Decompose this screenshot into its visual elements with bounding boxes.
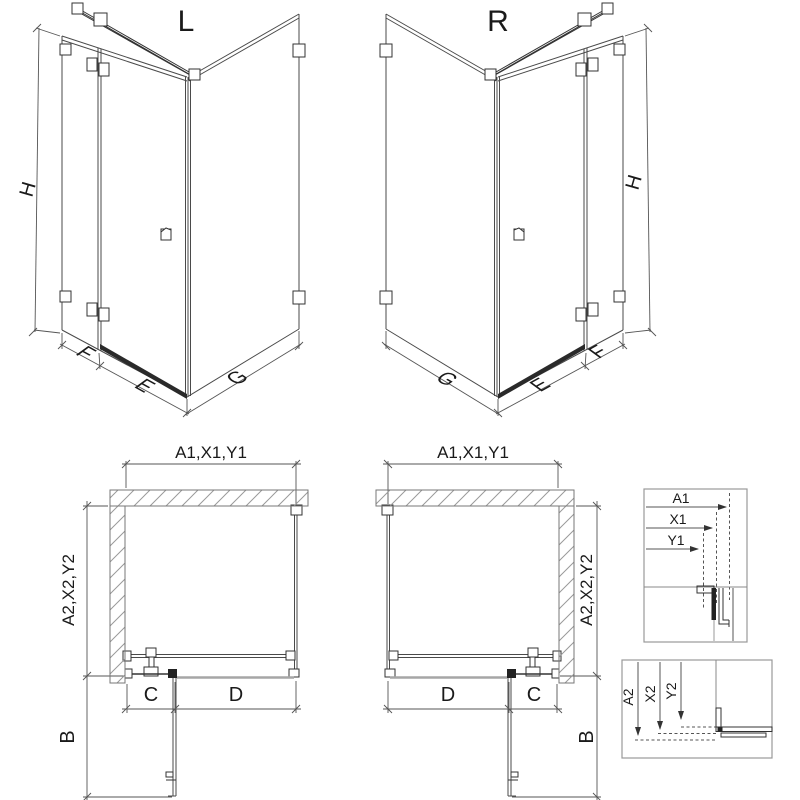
detail-box-width (644, 489, 747, 642)
iso-left-fixed-label: F (70, 342, 101, 364)
detail-depth-y2-label: Y2 (663, 682, 679, 700)
iso-right-title: R (487, 5, 509, 38)
wall-side-right-plan (559, 506, 574, 683)
iso-left-title: L (177, 5, 195, 38)
detail-box-depth (622, 660, 772, 758)
wall-side-left-plan (110, 506, 125, 683)
plan-right-swing-label: B (576, 730, 598, 744)
iso-right-door-label: E (524, 374, 557, 396)
side-face-top-edge (189, 14, 299, 81)
plan-right-depth-label: A2,X2,Y2 (577, 554, 596, 626)
plan-right-fixed-label: C (526, 684, 542, 706)
detail-depth-a2-label: A2 (620, 688, 636, 706)
iso-dimensions (29, 24, 303, 417)
iso-right-height-label: H (621, 172, 647, 193)
wall-top-right-plan (376, 490, 574, 506)
hinges-and-brackets (60, 44, 305, 321)
iso-left-height-label: H (15, 179, 41, 200)
detail-depth-x2-label: X2 (642, 685, 658, 703)
iso-right-side-label: G (429, 368, 464, 390)
iso-view-right (380, 3, 656, 417)
plan-left-fixed-label: C (143, 684, 159, 706)
iso-right-fixed-label: F (583, 341, 614, 363)
open-door-plan (166, 678, 176, 796)
plan-left-depth-label: A2,X2,Y2 (59, 554, 78, 626)
pivot-hinge-plan (144, 648, 158, 676)
detail-width-y1-label: Y1 (667, 532, 685, 548)
hinge-edge (98, 48, 101, 351)
iso-left-door-label: E (128, 375, 161, 397)
plan-right-width-label: A1,X1,Y1 (437, 443, 509, 462)
corner-edge (186, 77, 191, 397)
plan-right-door-label: D (440, 684, 456, 706)
detail-width-x1-label: X1 (669, 511, 687, 527)
iso-view-left (29, 3, 305, 417)
wall-top-left-plan (110, 490, 308, 506)
plan-left-door-label: D (228, 684, 244, 706)
side-panel-bottom-bracket (289, 669, 299, 677)
door-handle-knob (161, 228, 171, 240)
front-face-top-edge (62, 36, 187, 81)
plan-left-width-label: A1,X1,Y1 (175, 443, 247, 462)
detail-width-a1-label: A1 (672, 490, 690, 506)
plan-left-swing-label: B (57, 730, 79, 744)
iso-left-side-label: G (220, 367, 255, 389)
